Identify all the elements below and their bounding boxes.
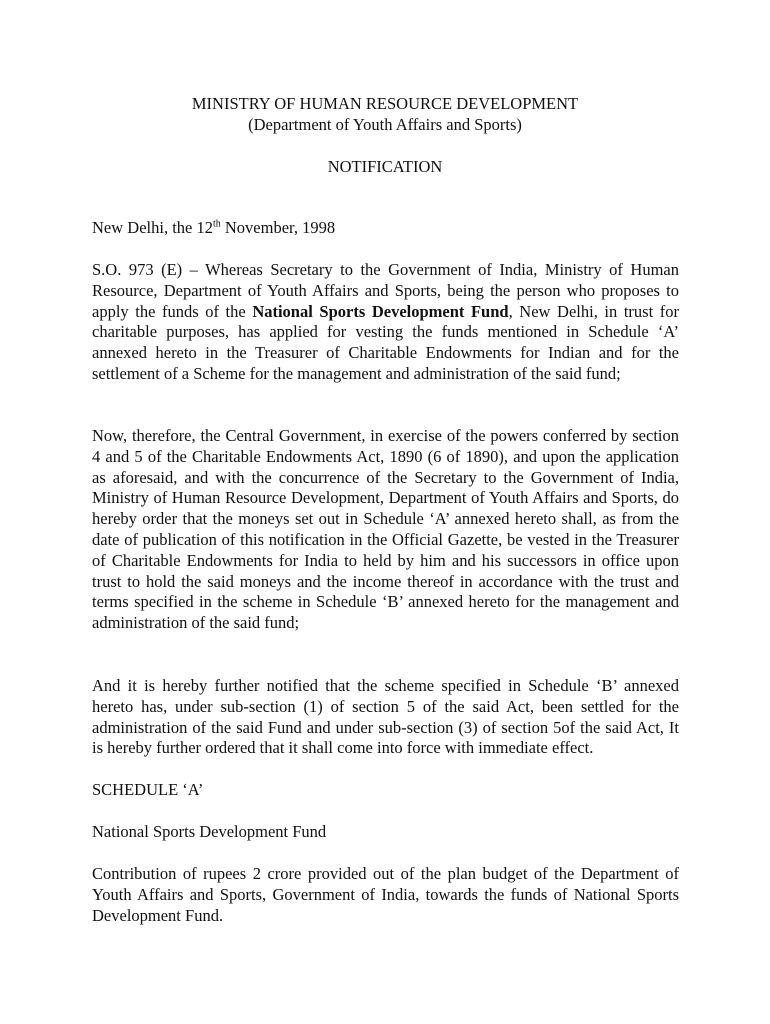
- paragraph-whereas-start: S.O. 973 (E) – Whereas Secretary to the Government of India, Ministry of Human Resource, Department of Youth Affairs and Sports, being the person who proposes to apply the funds of the: [92, 260, 679, 321]
- date-superscript: th: [212, 218, 221, 230]
- fund-name-bold: National Sports Development Fund: [252, 301, 509, 321]
- date-prefix: New Delhi, the 12: [92, 218, 213, 237]
- department-heading: (Department of Youth Affairs and Sports): [248, 115, 522, 134]
- paragraph-now-therefore: Now, therefore, the Central Government, in exercise of the powers conferred by section 4 and 5 of the Charitable Endowments Act, 1890 (6 of 1890), and upon the application as aforesaid, and with the concurrence of the Secretary to the Government of India, Ministry of Human Resource Development, Department of Youth Affairs and Sports, do hereby order that the moneys set out in Schedule ‘A’ annexed hereto shall, as from the date of publication of this notification in the Official Gazette, be vested in the Treasurer of Charitable Endowments for India to held by him and his successors in office upon trust to hold the said moneys and the income thereof in accordance with the trust and terms specified in the scheme in Schedule ‘B’ annexed hereto for the management and administration of the said fund;: [92, 426, 679, 633]
- date-line: [92, 218, 679, 239]
- paragraph-whereas: [92, 260, 679, 385]
- paragraph-whereas-end: , New Delhi, in trust for charitable purposes, has applied for vesting the funds mentioned in Schedule ‘A’ annexed hereto in the Treasurer of Charitable Endowments for Indian and for the settlement of a Scheme for the management and administration of the said fund;: [92, 301, 679, 383]
- ministry-heading: MINISTRY OF HUMAN RESOURCE DEVELOPMENT: [191, 94, 579, 113]
- date-suffix: November, 1998: [220, 218, 336, 237]
- schedule-a-contribution: Contribution of rupees 2 crore provided out of the plan budget of the Department of Youth Affairs and Sports, Government of India, towards the funds of National Sports Development Fund.: [92, 864, 679, 925]
- schedule-a-heading: SCHEDULE ‘A’: [92, 780, 204, 799]
- paragraph-further-notified: And it is hereby further notified that the scheme specified in Schedule ‘B’ annexed hereto has, under sub-section (1) of section 5 of the said Act, been settled for the administration of the said Fund and under sub-section (3) of section 5of the said Act, It is hereby further ordered that it shall come into force with immediate effect.: [92, 676, 679, 758]
- notification-heading: NOTIFICATION: [327, 157, 443, 176]
- schedule-a-fund-name: National Sports Development Fund: [92, 822, 327, 841]
